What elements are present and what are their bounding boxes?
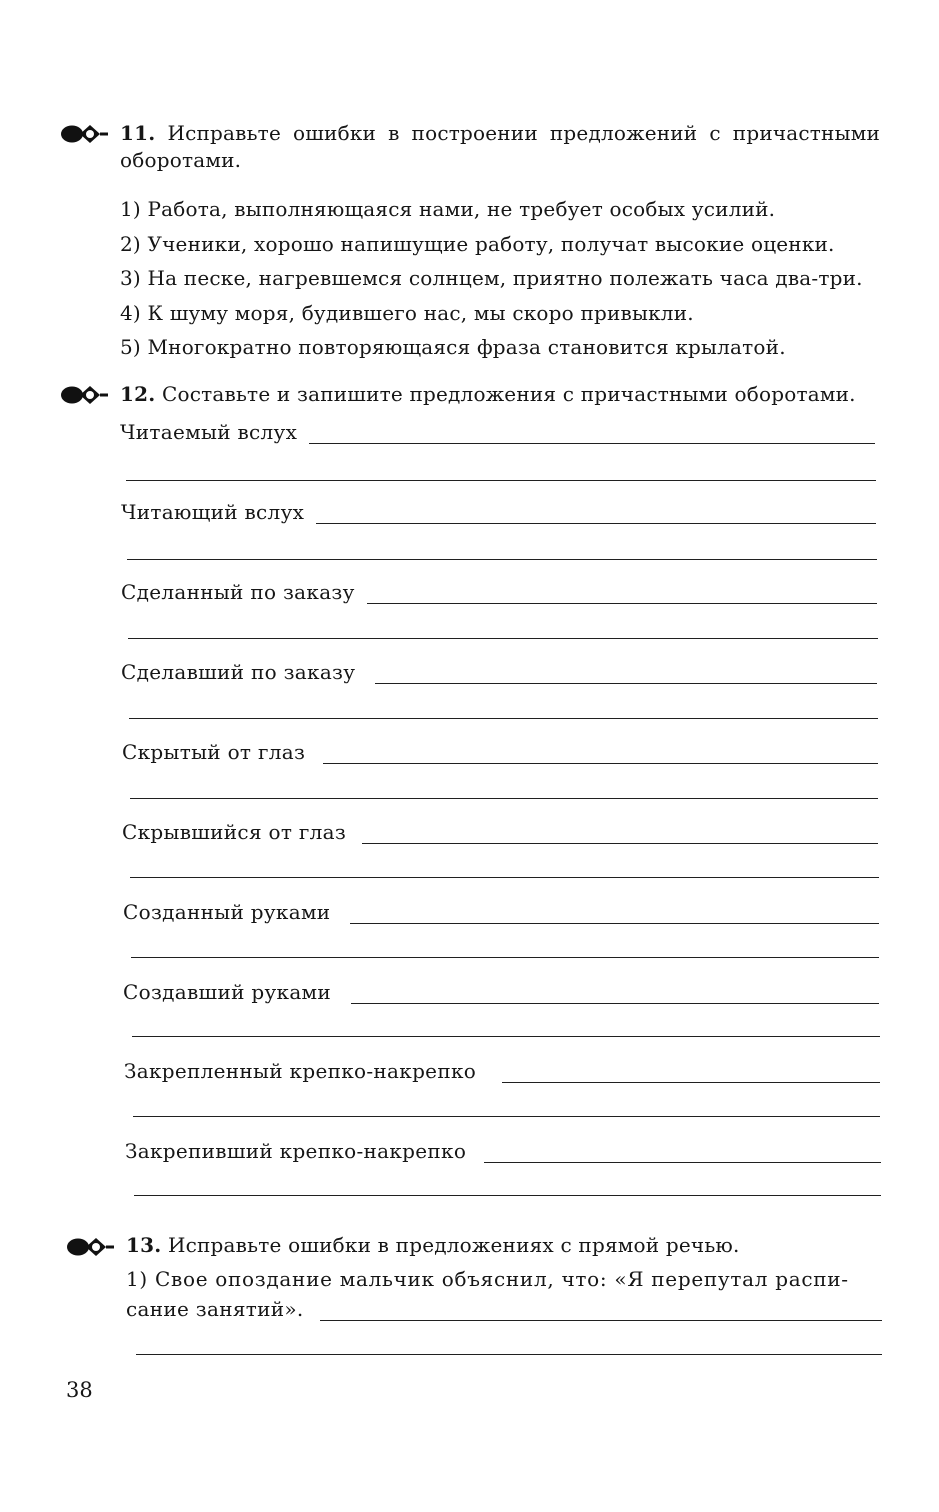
task-11-item: 2) Ученики, хорошо напишущие работу, получат высокие оценки. [120,231,835,256]
answer-line[interactable] [128,638,878,639]
prompt-row [121,660,877,684]
prompt-row [121,580,877,604]
task-11-items [120,192,880,365]
answer-line[interactable] [320,1304,882,1321]
answer-line[interactable] [351,987,879,1004]
answer-line[interactable] [484,1146,881,1163]
prompt-row [122,740,878,764]
task-11-item: 1) Работа, выполняющаяся нами, не требует особых усилий. [120,197,776,221]
prompt-row [120,420,875,444]
answer-line[interactable] [375,667,877,684]
task-13-number: 13. [126,1233,162,1257]
task-11-title: Исправьте ошибки в построении предложений с причастными оборотами. [120,121,880,172]
answer-line[interactable] [126,480,876,481]
prompt-label: Закрепивший крепко-накрепко [125,1139,467,1163]
prompt-row [125,1139,881,1163]
prompt-label: Закрепленный крепко-накрепко [124,1059,477,1083]
pen-nib-icon [66,1235,116,1259]
prompt-row [124,1059,880,1083]
pen-nib-icon [60,122,110,146]
prompt-row [122,820,878,844]
answer-line[interactable] [502,1066,880,1083]
answer-line[interactable] [309,427,875,444]
answer-line[interactable] [129,718,878,719]
answer-line[interactable] [362,827,878,844]
prompt-label: Сделанный по заказу [121,580,355,604]
answer-line[interactable] [132,1036,880,1037]
task-11-number: 11. [120,121,156,145]
task-12-title: Составьте и запишите предложения с причастными оборотами. [161,382,856,406]
task-13-title: Исправьте ошибки в предложениях с прямой речью. [167,1233,740,1257]
pen-nib-icon [60,383,110,407]
prompt-label: Читающий вслух [121,500,305,524]
answer-line[interactable] [350,907,879,924]
answer-line[interactable] [323,747,878,764]
prompt-row [126,1297,882,1321]
prompt-label: Скрывшийся от глаз [122,820,347,844]
prompt-row [123,900,879,924]
answer-line[interactable] [130,798,878,799]
task-11-item: 4) К шуму моря, будившего нас, мы скоро привыкли. [120,300,694,325]
prompt-label: Созданный руками [123,900,331,924]
task-11-item: 5) Многократно повторяющаяся фраза становится крылатой. [120,335,786,360]
prompt-label: Сделавший по заказу [121,660,356,684]
task-12-number: 12. [120,382,156,406]
answer-line[interactable] [133,1116,880,1117]
page-number: 38 [66,1378,93,1402]
answer-line[interactable] [130,877,879,878]
answer-line[interactable] [127,559,877,560]
prompt-row [121,500,876,524]
answer-line[interactable] [131,957,879,958]
task-13-item-line: 1) Свое опоздание мальчик объяснил, что: «Я перепутал распи- [126,1267,849,1291]
task-11-item: 3) На песке, нагревшемся солнцем, приятно полежать часа два-три. [120,266,863,291]
task-13-item-line: сание занятий». [126,1297,304,1321]
prompt-label: Читаемый вслух [120,420,298,444]
answer-line[interactable] [316,507,876,524]
answer-line[interactable] [367,587,877,604]
answer-line[interactable] [134,1195,881,1196]
answer-line[interactable] [136,1354,882,1355]
prompt-label: Скрытый от глаз [122,740,306,764]
prompt-label: Создавший руками [123,980,332,1004]
prompt-row [123,980,879,1004]
